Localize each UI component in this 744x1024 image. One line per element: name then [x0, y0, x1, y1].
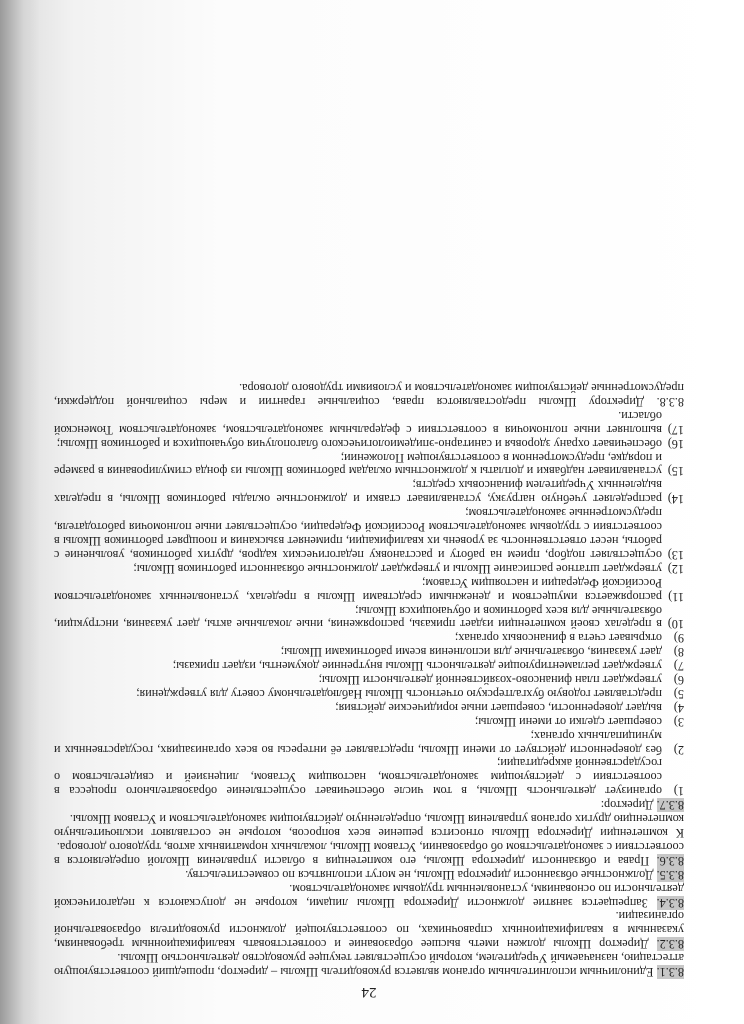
clause-number: 8.3.2. [656, 937, 684, 952]
list-item [54, 644, 684, 658]
list-item [54, 561, 684, 575]
item-number: 11) [668, 589, 684, 604]
clause-text: Единоличным исполнительным органом является руководитель Школы – директор, прошедший соответствующую аттестацию, назначаемый Учредителем, который осуществляет текущее руководство деятельностью Школы. [54, 951, 684, 980]
item-number: 10) [667, 617, 684, 632]
item-number: 8) [673, 645, 684, 660]
item-text: дает указания, обязательные для исполнения всеми работниками Школы; [280, 645, 662, 660]
clause-number: 8.3.8. [656, 394, 684, 409]
item-text: в пределах своей компетенции издает приказы, распоряжения, иные локальные акты, дает указания, инструкции, обязательные для всех работников и обучающихся Школы; [54, 603, 662, 632]
paragraph-competence [54, 811, 684, 839]
item-text: утверждает план финансово-хозяйственной деятельности Школы; [318, 673, 662, 688]
item-text: выполняет иные полномочия в соответствии с федеральным законодательством, законодательством Тюменской области. [54, 408, 662, 437]
list-item [54, 408, 684, 436]
item-number: 3) [673, 714, 684, 729]
page-content [54, 380, 684, 998]
paragraph-8-3-5 [54, 867, 684, 881]
paragraph-8-3-1 [54, 950, 684, 978]
item-text: утверждает штатное расписание Школы и утверждает должностные обязанности работников Школы; [133, 561, 662, 576]
clause-text: Директор: [600, 798, 654, 813]
paragraph-8-3-8 [54, 380, 684, 408]
clause-text: Запрещается занятие должности Директора Школы лицами, которые не допускаются к педагогической деятельности по основаниям, установленным трудовым законодательством. [54, 881, 684, 910]
clause-text: Должностные обязанности директора Школы, не могут исполняться по совместительству. [185, 867, 654, 882]
list-item [54, 436, 684, 450]
item-text: организует деятельность Школы, в том числе обеспечивает осуществление образовательного процесса в соответствии с действующим законодательством, настоящим Уставом, лицензией и свидетельством о государственной аккредитации; [54, 756, 662, 799]
item-text: открывает счета в финансовых органах; [454, 631, 662, 646]
item-number: 1) [673, 784, 684, 799]
item-text: распределяет учебную нагрузку, устанавливает ставки и должностные оклады работников Школы, в пределах выделенных Учредителем финансовых средств; [54, 478, 662, 507]
list-item [54, 756, 684, 798]
item-number: 7) [673, 659, 684, 674]
item-text: совершает сделки от имени Школы; [474, 714, 662, 729]
paragraph-8-3-6 [54, 839, 684, 867]
item-text: обеспечивает охрану здоровья и санитарно-эпидемиологического благополучия обучающихся и работников Школы; [56, 436, 662, 451]
item-number: 4) [673, 700, 684, 715]
item-number: 6) [673, 673, 684, 688]
item-number: 9) [673, 631, 684, 646]
list-item [54, 603, 684, 631]
list-item [54, 450, 684, 478]
item-number: 14) [667, 492, 684, 507]
clause-text: Права и обязанности директора Школы, его компетенция в области управления Школой определяются в соответствии с законодательством об образовании, Уставом Школы, локальных нормативных актов, трудового договора. [54, 839, 684, 868]
item-text: осуществляет подбор, прием на работу и расстановку педагогических кадров, других работников, увольнение с работы, несет ответственность за уровень их квалификации, применяет взыскания и поощряет работников Школы в соответствии с трудовым законодательством Российской Федерации, осуществляет иные полномочия работодателя, предусмотренные законодательством; [54, 506, 662, 562]
paragraph-8-3-7 [54, 797, 684, 811]
list-item [54, 672, 684, 686]
item-text: без доверенности действует от имени Школы, представляет её интересы во всех организациях, государственных и муниципальных органах; [54, 728, 662, 757]
director-duties-list [54, 408, 684, 797]
item-number: 12) [667, 561, 684, 576]
list-item [54, 658, 684, 672]
item-number: 15) [667, 464, 684, 479]
clause-number: 8.3.4. [656, 895, 684, 910]
list-item [54, 477, 684, 505]
paragraph-8-3-4 [54, 881, 684, 909]
item-text: распоряжается имуществом и денежными средствами Школы в пределах, установленных законодательством Российской Федерации и настоящим Уставом; [54, 575, 662, 604]
paragraph-8-3-2 [54, 909, 684, 951]
item-number: 2) [673, 742, 684, 757]
item-number: 5) [673, 686, 684, 701]
item-text: устанавливает надбавки и доплаты к должностным окладам работников Школы из фонда стимулирования в размере и порядке, предусмотренном в соответствующем Положении; [54, 450, 662, 479]
list-item [54, 630, 684, 644]
item-text: представляет годовую бухгалтерскую отчетность Школы Наблюдательному совету для утверждения; [136, 686, 662, 701]
list-item [54, 728, 684, 756]
list-item [54, 714, 684, 728]
list-item [54, 505, 684, 561]
clause-text: Директору Школы предоставляются права, социальные гарантии и меры социальной поддержки, предусмотренные действующим законодательством и условиями трудового договора. [54, 381, 684, 409]
item-number: 17) [667, 422, 684, 437]
clause-number: 8.3.1. [656, 965, 684, 980]
list-item [54, 686, 684, 700]
clause-number: 8.3.6. [656, 853, 684, 868]
clause-number: 8.3.7. [656, 798, 684, 813]
page-number: 24 [361, 984, 377, 1000]
list-item [54, 575, 684, 603]
clause-text: Директор Школы должен иметь высшее образование и соответствовать квалификационным требованиям, указанным в квалификационных справочниках, по соответствующей должности руководителя образовательной организации. [54, 909, 684, 952]
item-number: 16) [667, 436, 684, 451]
item-number: 13) [667, 547, 684, 562]
item-text: утверждает регламентирующие деятельность Школы внутренние документы, издает приказы; [172, 659, 662, 674]
list-item [54, 700, 684, 714]
clause-text: К компетенции Директора Школы относится решение всех вопросов, которые не составляют исключительную компетенцию других органов управления Школы, определенную действующим законодательством и Уставом Школы. [54, 812, 684, 841]
clause-number: 8.3.5. [656, 867, 684, 882]
item-text: выдает доверенности, совершает иные юридические действия; [335, 700, 662, 715]
